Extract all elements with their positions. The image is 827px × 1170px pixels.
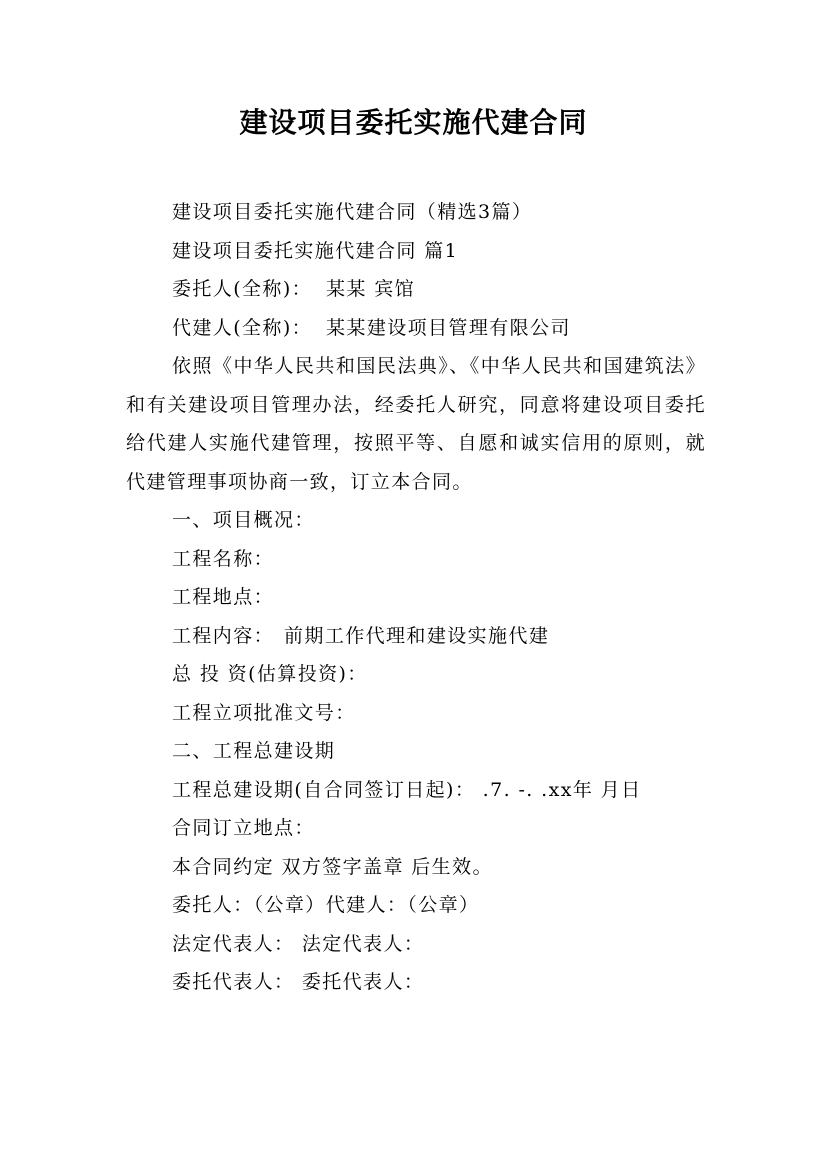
agent-name: 某某建设项目管理有限公司 [326, 316, 571, 339]
legal-representative-line: 法定代表人： 法定代表人： [172, 932, 425, 955]
section2-heading: 二、工程总建设期 [172, 740, 336, 762]
project-content-line [126, 617, 706, 656]
section-heading: 建设项目委托实施代建合同 篇1 [172, 239, 459, 262]
section1-heading: 一、项目概况： [172, 509, 315, 531]
project-content-label: 工程内容： [172, 624, 275, 647]
agent-label: 代建人(全称)： [172, 316, 313, 339]
document-title: 建设项目委托实施代建合同 [239, 106, 588, 139]
client-label: 委托人(全称)： [172, 278, 313, 300]
total-investment-field: 总 投 资(估算投资)： [172, 663, 368, 685]
subtitle: 建设项目委托实施代建合同（精选3篇） [172, 201, 533, 223]
agent-line [126, 309, 706, 348]
effect-clause: 本合同约定 双方签字盖章 后生效。 [172, 855, 493, 878]
intro-paragraph: 依照《中华人民共和国民法典》、《中华人民共和国建筑法》和有关建设项目管理办法，经委托人研究，同意将建设项目委托给代建人实施代建管理，按照平等、自愿和诚实信用的原则，就代建管理事项协商一致，订立本合同。 [126, 355, 706, 493]
construction-period-line: 工程总建设期(自合同签订日起)： .7. -. .xx年 月日 [172, 778, 642, 801]
client-line [126, 270, 706, 309]
seal-line: 委托人：（公章）代建人：（公章） [172, 894, 480, 916]
signing-place-field: 合同订立地点： [172, 817, 315, 839]
document-body [126, 193, 706, 1002]
approval-doc-field: 工程立项批准文号： [172, 701, 356, 724]
project-location-field: 工程地点： [172, 586, 275, 608]
project-content-value: 前期工作代理和建设实施代建 [284, 624, 550, 647]
client-name: 某某 宾馆 [326, 278, 416, 300]
authorized-representative-line: 委托代表人： 委托代表人： [172, 971, 425, 993]
project-name-field: 工程名称： [172, 547, 275, 570]
